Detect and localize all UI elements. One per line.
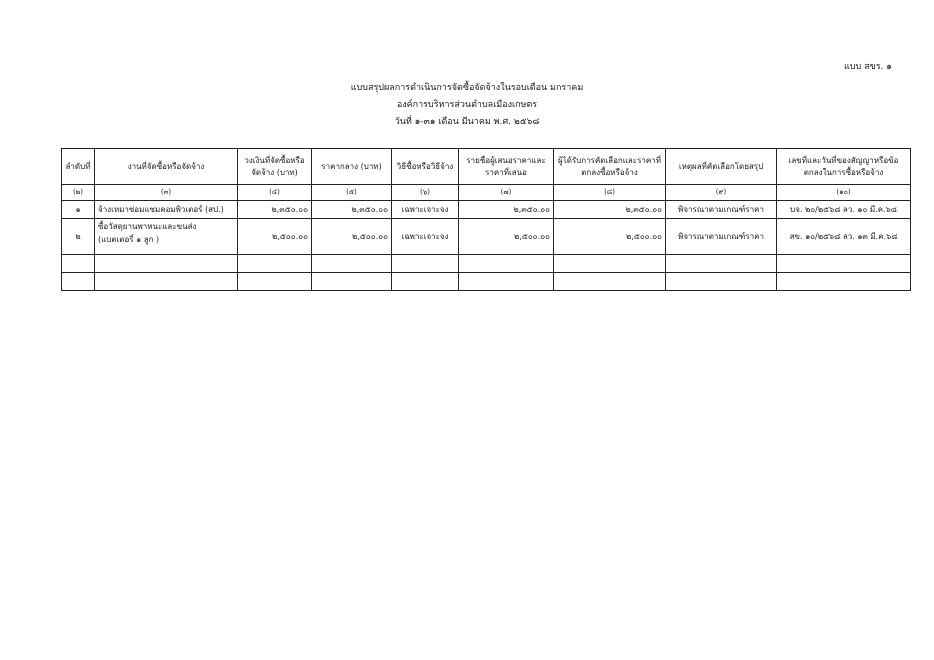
form-code: แบบ สขร. ๑ bbox=[843, 62, 892, 72]
header-item: งานที่จัดซื้อหรือจัดจ้าง bbox=[95, 149, 238, 185]
header-median-price: ราคากลาง (บาท) bbox=[312, 149, 392, 185]
empty-cell bbox=[666, 255, 777, 273]
empty-cell bbox=[392, 255, 459, 273]
row-budget: ๒,๓๕๐.๐๐ bbox=[238, 201, 312, 219]
header-reason: เหตุผลที่คัดเลือกโดยสรุป bbox=[666, 149, 777, 185]
title-line-3: วันที่ ๑-๓๑ เดือน มีนาคม พ.ศ. ๒๕๖๘ bbox=[394, 117, 540, 127]
row-item: จ้างเหมาซ่อมแซมคอมพิวเตอร์ (สป.) bbox=[95, 201, 238, 219]
empty-cell bbox=[312, 273, 392, 291]
row-contract: บจ. ๒๐/๒๕๖๘ ลว. ๑๐ มี.ค.๖๘ bbox=[777, 201, 911, 219]
header-contract: เลขที่และวันที่ของสัญญาหรือข้อตกลงในการซื้อหรือจ้าง bbox=[777, 149, 911, 185]
empty-cell bbox=[238, 273, 312, 291]
empty-cell bbox=[554, 273, 666, 291]
row-median-price: ๒,๓๕๐.๐๐ bbox=[312, 201, 392, 219]
header-no: ลำดับที่ bbox=[62, 149, 95, 185]
row-contract: สข. ๑๐/๒๕๖๘ ลว. ๑๓ มี.ค.๖๘ bbox=[777, 219, 911, 255]
header-bidders: รายชื่อผู้เสนอราคาและราคาที่เสนอ bbox=[459, 149, 554, 185]
column-number: (๓) bbox=[95, 185, 238, 201]
column-number: (๗) bbox=[459, 185, 554, 201]
empty-cell bbox=[312, 255, 392, 273]
row-method: เฉพาะเจาะจง bbox=[392, 201, 459, 219]
row-budget: ๒,๕๐๐.๐๐ bbox=[238, 219, 312, 255]
column-number: (๘) bbox=[554, 185, 666, 201]
column-number: (๖) bbox=[392, 185, 459, 201]
row-no: ๑ bbox=[62, 201, 95, 219]
row-bidders: ๒,๕๐๐.๐๐ bbox=[459, 219, 554, 255]
column-number: (๒) bbox=[62, 185, 95, 201]
row-no: ๒ bbox=[62, 219, 95, 255]
row-selected: ๒,๓๕๐.๐๐ bbox=[554, 201, 666, 219]
empty-cell bbox=[62, 273, 95, 291]
column-number: (๔) bbox=[238, 185, 312, 201]
row-reason: พิจารณาตามเกณฑ์ราคา bbox=[666, 219, 777, 255]
header-selected: ผู้ได้รับการคัดเลือกและราคาที่ตกลงซื้อหรือจ้าง bbox=[554, 149, 666, 185]
row-item: ซื้อวัสดุยานพาหนะและขนส่ง (แบตเตอรี่ ๑ ลูก ) bbox=[95, 219, 238, 255]
document-title bbox=[0, 80, 934, 131]
empty-cell bbox=[238, 255, 312, 273]
title-line-1: แบบสรุปผลการดำเนินการจัดซื้อจัดจ้างในรอบเดือน มกราคม bbox=[350, 83, 584, 93]
column-number: (๕) bbox=[312, 185, 392, 201]
empty-row bbox=[62, 273, 911, 291]
table-row bbox=[62, 219, 911, 255]
row-bidders: ๒,๓๕๐.๐๐ bbox=[459, 201, 554, 219]
empty-row bbox=[62, 255, 911, 273]
table-row bbox=[62, 201, 911, 219]
column-number: (๙) bbox=[666, 185, 777, 201]
column-number: (๑๐) bbox=[777, 185, 911, 201]
procurement-summary-table bbox=[61, 148, 911, 291]
empty-cell bbox=[459, 255, 554, 273]
row-reason: พิจารณาตามเกณฑ์ราคา bbox=[666, 201, 777, 219]
row-selected: ๒,๕๐๐.๐๐ bbox=[554, 219, 666, 255]
column-number-row bbox=[62, 185, 911, 201]
empty-cell bbox=[554, 255, 666, 273]
empty-cell bbox=[95, 255, 238, 273]
header-method: วิธีซื้อหรือวิธีจ้าง bbox=[392, 149, 459, 185]
empty-cell bbox=[392, 273, 459, 291]
empty-cell bbox=[777, 273, 911, 291]
empty-cell bbox=[459, 273, 554, 291]
title-line-2: องค์การบริหารส่วนตำบลเมืองเกษตร bbox=[396, 100, 538, 110]
row-method: เฉพาะเจาะจง bbox=[392, 219, 459, 255]
empty-cell bbox=[777, 255, 911, 273]
row-median-price: ๒,๕๐๐.๐๐ bbox=[312, 219, 392, 255]
empty-cell bbox=[62, 255, 95, 273]
empty-cell bbox=[95, 273, 238, 291]
empty-cell bbox=[666, 273, 777, 291]
header-budget: วงเงินที่จัดซื้อหรือจัดจ้าง (บาท) bbox=[238, 149, 312, 185]
table-header-row bbox=[62, 149, 911, 185]
